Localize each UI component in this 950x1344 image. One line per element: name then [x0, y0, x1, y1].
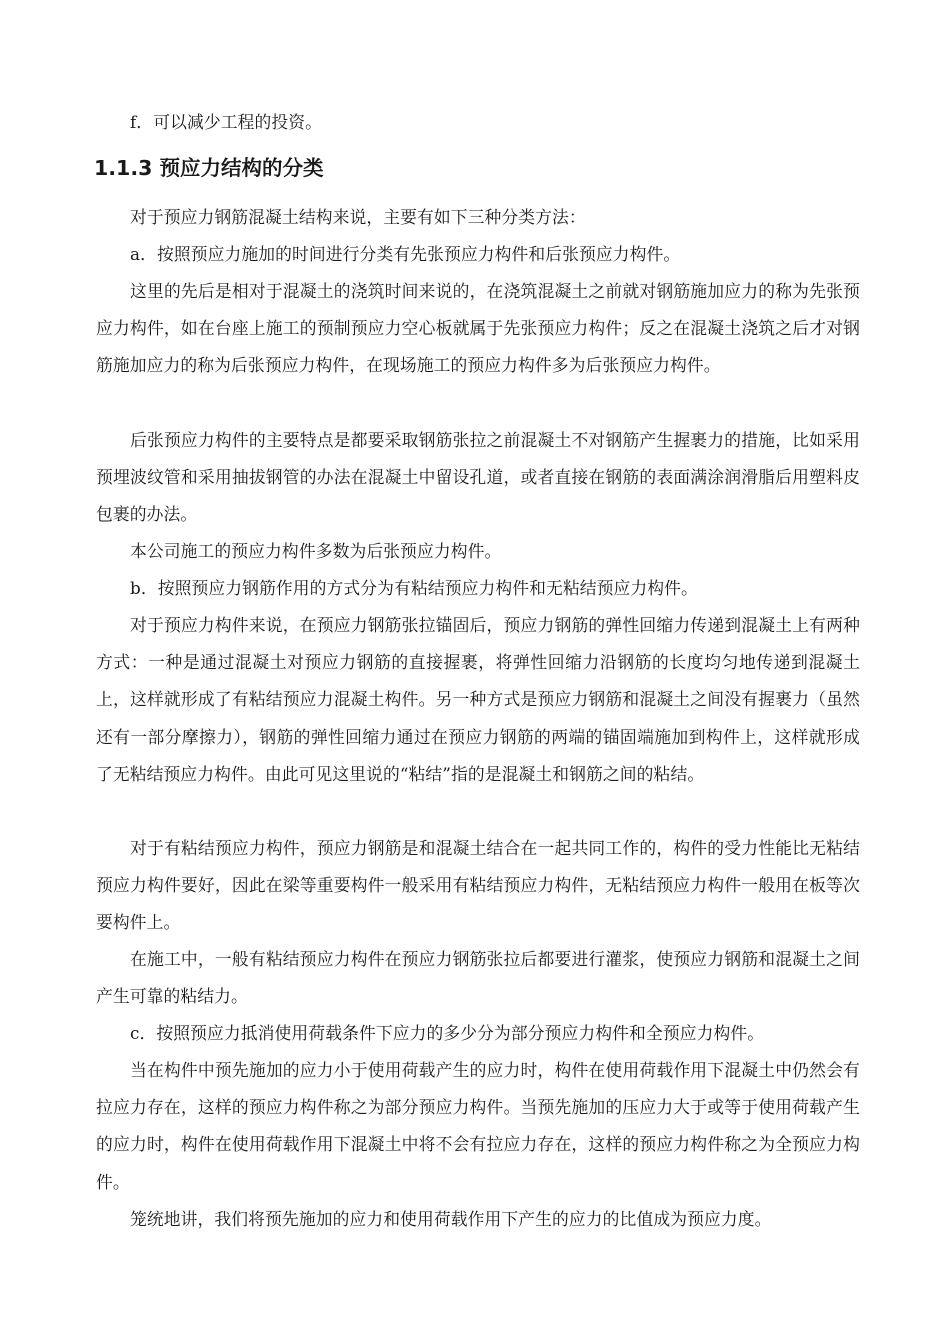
paragraph-11: 当在构件中预先施加的应力小于使用荷载产生的应力时，构件在使用荷载作用下混凝土中仍然会有拉应力存在，这样的预应力构件称之为部分预应力构件。当预先施加的压应力大于或等于使用荷载产生的应力时，构件在使用荷载作用下混凝土中将不会有拉应力存在，这样的预应力构件称之为全预应力构件。 [96, 1060, 860, 1192]
paragraph-5: 本公司施工的预应力构件多数为后张预应力构件。 [130, 541, 502, 561]
paragraph-3: 这里的先后是相对于混凝土的浇筑时间来说的，在浇筑混凝土之前就对钢筋施加应力的称为先张预应力构件，如在台座上施工的预制预应力空心板就属于先张预应力构件；反之在混凝土浇筑之后才对钢筋施加应力的称为后张预应力构件，在现场施工的预应力构件多为后张预应力构件。 [96, 281, 860, 376]
paragraph-6: b．按照预应力钢筋作用的方式分为有粘结预应力构件和无粘结预应力构件。 [130, 578, 698, 598]
paragraph-10: c．按照预应力抵消使用荷载条件下应力的多少分为部分预应力构件和全预应力构件。 [130, 1023, 765, 1043]
paragraph-2: a．按照预应力施加的时间进行分类有先张预应力构件和后张预应力构件。 [130, 244, 681, 264]
paragraph-1: 对于预应力钢筋混凝土结构来说，主要有如下三种分类方法： [130, 207, 586, 227]
paragraph-9: 在施工中，一般有粘结预应力构件在预应力钢筋张拉后都要进行灌浆，使预应力钢筋和混凝土之间产生可靠的粘结力。 [96, 949, 860, 1007]
paragraph-12: 笼统地讲，我们将预先施加的应力和使用荷载作用下产生的应力的比值成为预应力度。 [130, 1209, 772, 1229]
paragraph-8: 对于有粘结预应力构件，预应力钢筋是和混凝土结合在一起共同工作的，构件的受力性能比无粘结预应力构件要好，因此在梁等重要构件一般采用有粘结预应力构件，无粘结预应力构件一般用在板等次要构件上。 [96, 838, 860, 933]
list-item-f: f．可以减少工程的投资。 [130, 112, 323, 132]
section-heading: 1.1.3 预应力结构的分类 [94, 156, 324, 180]
paragraph-7: 对于预应力构件来说，在预应力钢筋张拉锚固后，预应力钢筋的弹性回缩力传递到混凝土上有两种方式：一种是通过混凝土对预应力钢筋的直接握裹，将弹性回缩力沿钢筋的长度均匀地传递到混凝土上，这样就形成了有粘结预应力混凝土构件。另一种方式是预应力钢筋和混凝土之间没有握裹力（虽然还有一部分摩擦力），钢筋的弹性回缩力通过在预应力钢筋的两端的锚固端施加到构件上，这样就形成了无粘结预应力构件。由此可见这里说的“粘结”指的是混凝土和钢筋之间的粘结。 [96, 615, 860, 784]
paragraph-4: 后张预应力构件的主要特点是都要采取钢筋张拉之前混凝土不对钢筋产生握裹力的措施，比如采用预埋波纹管和采用抽拔钢管的办法在混凝土中留设孔道，或者直接在钢筋的表面满涂润滑脂后用塑料皮包裹的办法。 [96, 430, 860, 525]
